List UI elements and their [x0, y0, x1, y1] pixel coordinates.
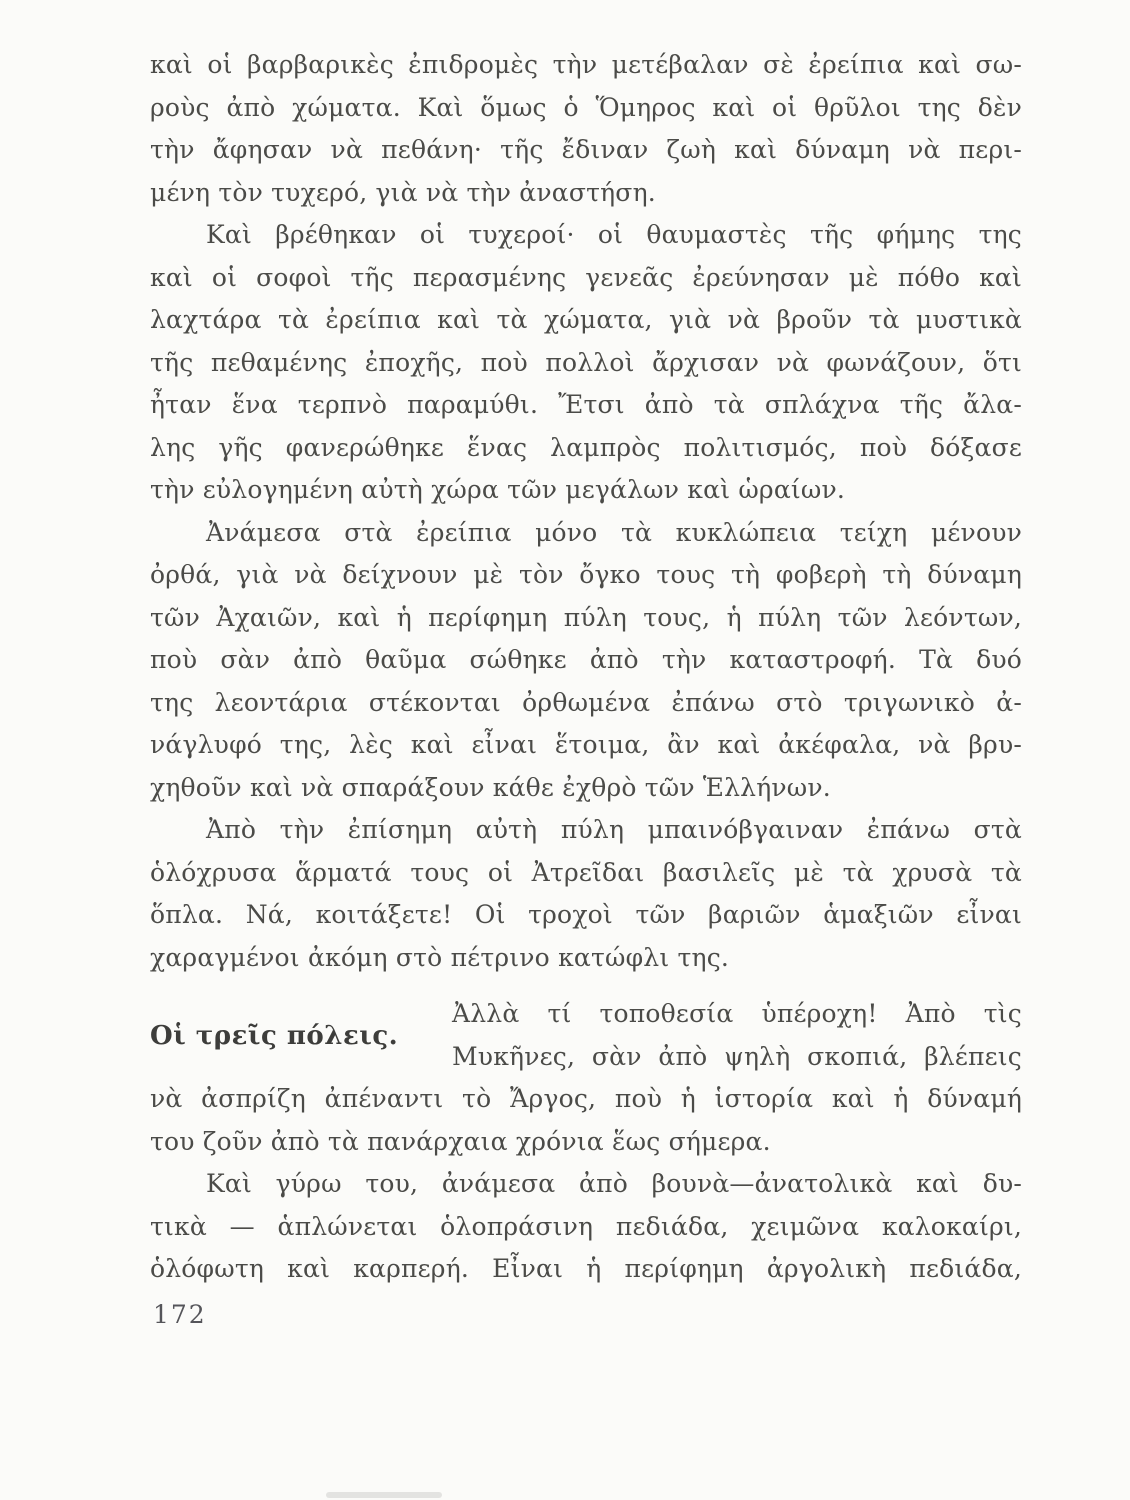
text-line: τικὰ — ἁπλώνεται ὁλοπράσινη πεδιάδα, χειμῶνα καλοκαίρι,	[150, 1211, 1022, 1241]
text-line: τὴν εὐλογημένη αὐτὴ χώρα τῶν μεγάλων καὶ ὡραίων.	[150, 475, 846, 504]
text-line: τῶν Ἀχαιῶν, καὶ ἡ περίφημη πύλη τους, ἡ πύλη τῶν λεόντων,	[150, 602, 1022, 632]
sidehead-paragraph	[150, 993, 1022, 1078]
text-line: Ἀπὸ τὴν ἐπίσημη αὐτὴ πύλη μπαινόβγαιναν ἐπάνω στὰ	[206, 815, 1022, 844]
text-line: νάγλυφό της, λὲς καὶ εἶναι ἕτοιμα, ἂν καὶ ἀκέφαλα, νὰ βρυ-	[150, 730, 1022, 759]
text-line: λαχτάρα τὰ ἐρείπια καὶ τὰ χώματα, γιὰ νὰ βροῦν τὰ μυστικὰ	[150, 305, 1022, 334]
text-line: μένη τὸν τυχερό, γιὰ νὰ τὴν ἀναστήση.	[150, 177, 656, 207]
text-line: λης γῆς φανερώθηκε ἕνας λαμπρὸς πολιτισμός, ποὺ δόξασε	[150, 432, 1022, 462]
text-line: ὅπλα. Νά, κοιτάξετε! Οἱ τροχοὶ τῶν βαριῶν ἁμαξιῶν εἶναι	[150, 900, 1022, 929]
text-line: ποὺ σὰν ἀπὸ θαῦμα σώθηκε ἀπὸ τὴν καταστροφή. Τὰ δυό	[150, 645, 1022, 674]
text-line: χηθοῦν καὶ νὰ σπαράξουν κάθε ἐχθρὸ τῶν Ἑλλήνων.	[150, 772, 831, 802]
text-block	[150, 44, 1022, 1291]
text-line: καὶ οἱ βαρβαρικὲς ἐπιδρομὲς τὴν μετέβαλαν σὲ ἐρείπια καὶ σω-	[150, 50, 1022, 79]
text-line: χαραγμένοι ἀκόμη στὸ πέτρινο κατώφλι της.	[150, 942, 730, 972]
text-line: Ἀλλὰ τί τοποθεσία ὑπέροχη! Ἀπὸ τὶς	[452, 999, 1022, 1028]
text-line: Καὶ βρέθηκαν οἱ τυχεροί· οἱ θαυμαστὲς τῆς φήμης της	[206, 220, 1022, 249]
text-line: τῆς πεθαμένης ἐποχῆς, ποὺ πολλοὶ ἄρχισαν νὰ φωνάζουν, ὅτι	[150, 347, 1022, 377]
text-line: της λεοντάρια στέκονται ὀρθωμένα ἐπάνω στὸ τριγωνικὸ ἀ-	[150, 687, 1022, 717]
text-line: ἦταν ἕνα τερπνὸ παραμύθι. Ἔτσι ἀπὸ τὰ σπλάχνα τῆς ἄλα-	[150, 390, 1022, 419]
page-number: 172	[153, 1300, 207, 1329]
section-sidehead-label: Οἱ τρεῖς πόλεις.	[150, 1020, 399, 1051]
text-line: ὀρθά, γιὰ νὰ δείχνουν μὲ τὸν ὄγκο τους τὴ φοβερὴ τὴ δύναμη	[150, 560, 1022, 589]
text-line: Ἀνάμεσα στὰ ἐρείπια μόνο τὰ κυκλώπεια τείχη μένουν	[206, 517, 1022, 547]
text-line: Μυκῆνες, σὰν ἀπὸ ψηλὴ σκοπιά, βλέπεις	[452, 1041, 1022, 1071]
text-line: ροὺς ἀπὸ χώματα. Καὶ ὅμως ὁ Ὅμηρος καὶ οἱ θρῦλοι της δὲν	[150, 92, 1022, 122]
sidehead-beside-lines	[452, 993, 1022, 1078]
text-line: Καὶ γύρω του, ἀνάμεσα ἀπὸ βουνὰ—ἀνατολικὰ καὶ δυ-	[206, 1169, 1022, 1198]
text-line: νὰ ἀσπρίζη ἀπέναντι τὸ Ἄργος, ποὺ ἡ ἱστορία καὶ ἡ δύναμή	[150, 1084, 1022, 1113]
section-sidehead	[150, 993, 452, 1078]
scan-artifact	[326, 1492, 442, 1498]
text-line: καὶ οἱ σοφοὶ τῆς περασμένης γενεᾶς ἐρεύνησαν μὲ πόθο καὶ	[150, 262, 1022, 292]
text-line: τὴν ἄφησαν νὰ πεθάνη· τῆς ἔδιναν ζωὴ καὶ δύναμη νὰ περι-	[150, 135, 1022, 164]
text-line: ὁλόχρυσα ἅρματά τους οἱ Ἀτρεῖδαι βασιλεῖς μὲ τὰ χρυσὰ τὰ	[150, 857, 1022, 887]
text-line: ὁλόφωτη καὶ καρπερή. Εἶναι ἡ περίφημη ἀργολικὴ πεδιάδα,	[150, 1254, 1022, 1283]
text-line: του ζοῦν ἀπὸ τὰ πανάρχαια χρόνια ἕως σήμερα.	[150, 1126, 771, 1156]
